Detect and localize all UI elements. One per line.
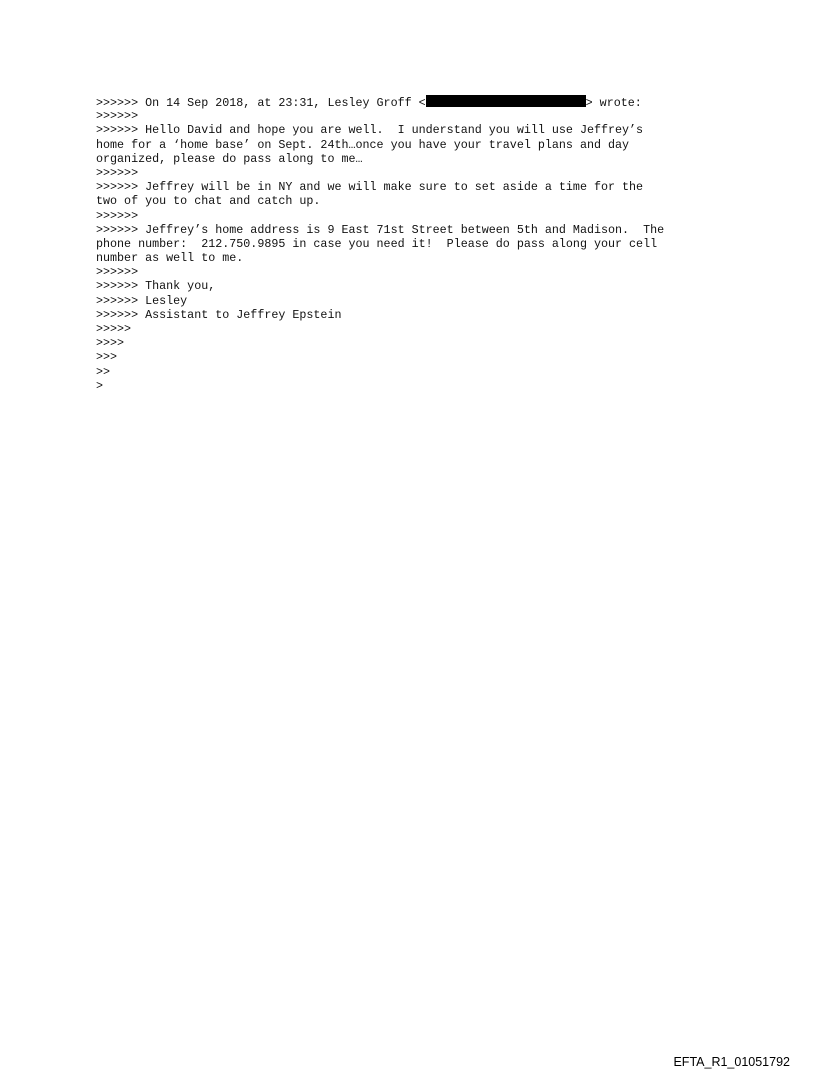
header-suffix: > wrote: (585, 96, 642, 110)
email-line: phone number: 212.750.9895 in case you need it! Please do pass along your cell (96, 236, 658, 251)
email-line: >>>>>> (96, 165, 139, 180)
email-line: >>>>>> (96, 208, 139, 223)
email-line: organized, please do pass along to me… (96, 151, 363, 166)
email-line: >>>>>> Thank you, (96, 279, 216, 294)
email-line: >>>>>> Jeffrey will be in NY and we will make sure to set aside a time for the (96, 180, 644, 195)
email-line: number as well to me. (96, 251, 244, 266)
email-line: >>>> (96, 336, 125, 351)
email-line: >>>>>> Assistant to Jeffrey Epstein (96, 307, 342, 322)
header-prefix: >>>>>> On 14 Sep 2018, at 23:31, Lesley Groff < (96, 96, 426, 110)
email-body (96, 95, 736, 393)
email-line: >> (96, 364, 111, 379)
email-line: > (96, 378, 104, 393)
email-line: >>>>>> Lesley (96, 293, 188, 308)
email-line: >>>>>> Jeffrey’s home address is 9 East 71st Street between 5th and Madison. The (96, 222, 665, 237)
redaction-box (426, 95, 586, 107)
email-line: >>>>>> (96, 265, 139, 280)
bates-number: EFTA_R1_01051792 (673, 1055, 790, 1069)
email-line: home for a ‘home base’ on Sept. 24th…once you have your travel plans and day (96, 137, 630, 152)
email-header-line (96, 95, 736, 109)
email-line: >>>>>> (96, 109, 139, 124)
email-line: >>>>> (96, 322, 132, 336)
email-line: >>>>>> Hello David and hope you are well. I understand you will use Jeffrey’s (96, 123, 644, 138)
email-line: >>> (96, 350, 118, 365)
email-line: two of you to chat and catch up. (96, 194, 321, 209)
